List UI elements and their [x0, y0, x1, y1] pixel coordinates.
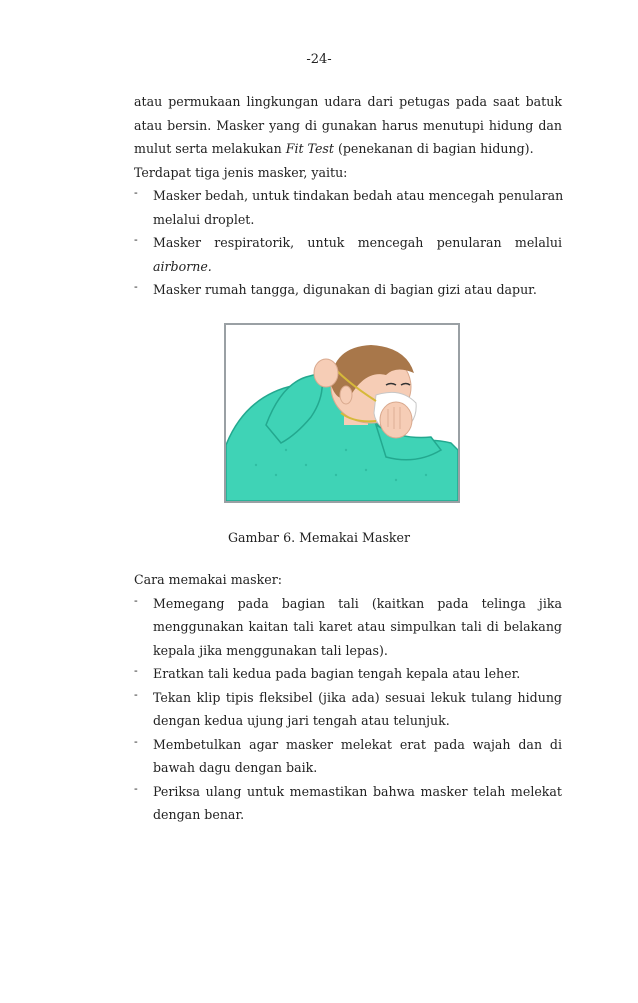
page-number: -24- [306, 52, 332, 67]
figure-caption: Gambar 6. Memakai Masker [227, 530, 411, 545]
bullet: - [134, 687, 138, 701]
types-heading: Terdapat tiga jenis masker, yaitu: [134, 164, 348, 180]
steps-heading: Cara memakai masker: [134, 572, 282, 587]
intro-line: atau bersin. Masker yang di gunakan harus menutupi hidung dan [134, 117, 562, 133]
list-item-text: Masker respiratorik, untuk mencegah penularan melalui [153, 235, 562, 250]
list-item-text: dengan kedua ujung jari tengah atau telunjuk. [153, 713, 450, 728]
intro-line: atau permukaan lingkungan udara dari petugas pada saat batuk [134, 94, 562, 109]
list-item-text: kepala jika menggunakan tali lepas). [153, 642, 388, 658]
list-item-text: melalui droplet. [153, 211, 255, 227]
intro-text: (penekanan di bagian hidung). [333, 141, 534, 156]
list-item [134, 184, 562, 231]
bullet: - [134, 593, 138, 607]
list-item-text: Masker rumah tangga, digunakan di bagian gizi atau dapur. [153, 282, 537, 297]
figure-image [224, 323, 460, 503]
bullet: - [134, 664, 138, 677]
intro-paragraph [134, 90, 562, 302]
list-item [134, 592, 562, 663]
list-item [134, 733, 562, 780]
list-item [134, 686, 562, 733]
bullet: - [134, 280, 138, 293]
list-item-text: menggunakan kaitan tali karet atau simpulkan tali di belakang [153, 619, 562, 634]
list-item-text: Memegang pada bagian tali (kaitkan pada telinga jika [153, 595, 562, 611]
list-item-text: Periksa ulang untuk memastikan bahwa masker telah melekat [153, 783, 562, 799]
list-item [134, 278, 562, 302]
list-item-text: Eratkan tali kedua pada bagian tengah kepala atau leher. [153, 666, 521, 681]
list-item-text: dengan benar. [153, 807, 245, 822]
list-item [134, 231, 562, 278]
bullet: - [134, 186, 138, 199]
bullet: - [134, 233, 138, 246]
list-item-text: bawah dagu dengan baik. [153, 760, 318, 775]
person-wearing-mask-illustration [226, 325, 458, 501]
intro-text: mulut serta melakukan [134, 141, 286, 156]
list-item-text: Masker bedah, untuk tindakan bedah atau mencegah penularan [153, 188, 564, 203]
airborne-term: airborne. [153, 258, 212, 274]
list-item-text: Membetulkan agar masker melekat erat pada wajah dan di [153, 736, 562, 752]
bullet: - [134, 734, 138, 748]
fit-test-term: Fit Test [285, 141, 334, 156]
list-item-text [153, 255, 562, 279]
list-item-text: Tekan klip tipis fleksibel (jika ada) sesuai lekuk tulang hidung [153, 689, 562, 705]
intro-line [134, 137, 562, 161]
steps-section [134, 568, 562, 827]
list-item [134, 662, 562, 686]
list-item [134, 780, 562, 827]
bullet: - [134, 781, 138, 795]
